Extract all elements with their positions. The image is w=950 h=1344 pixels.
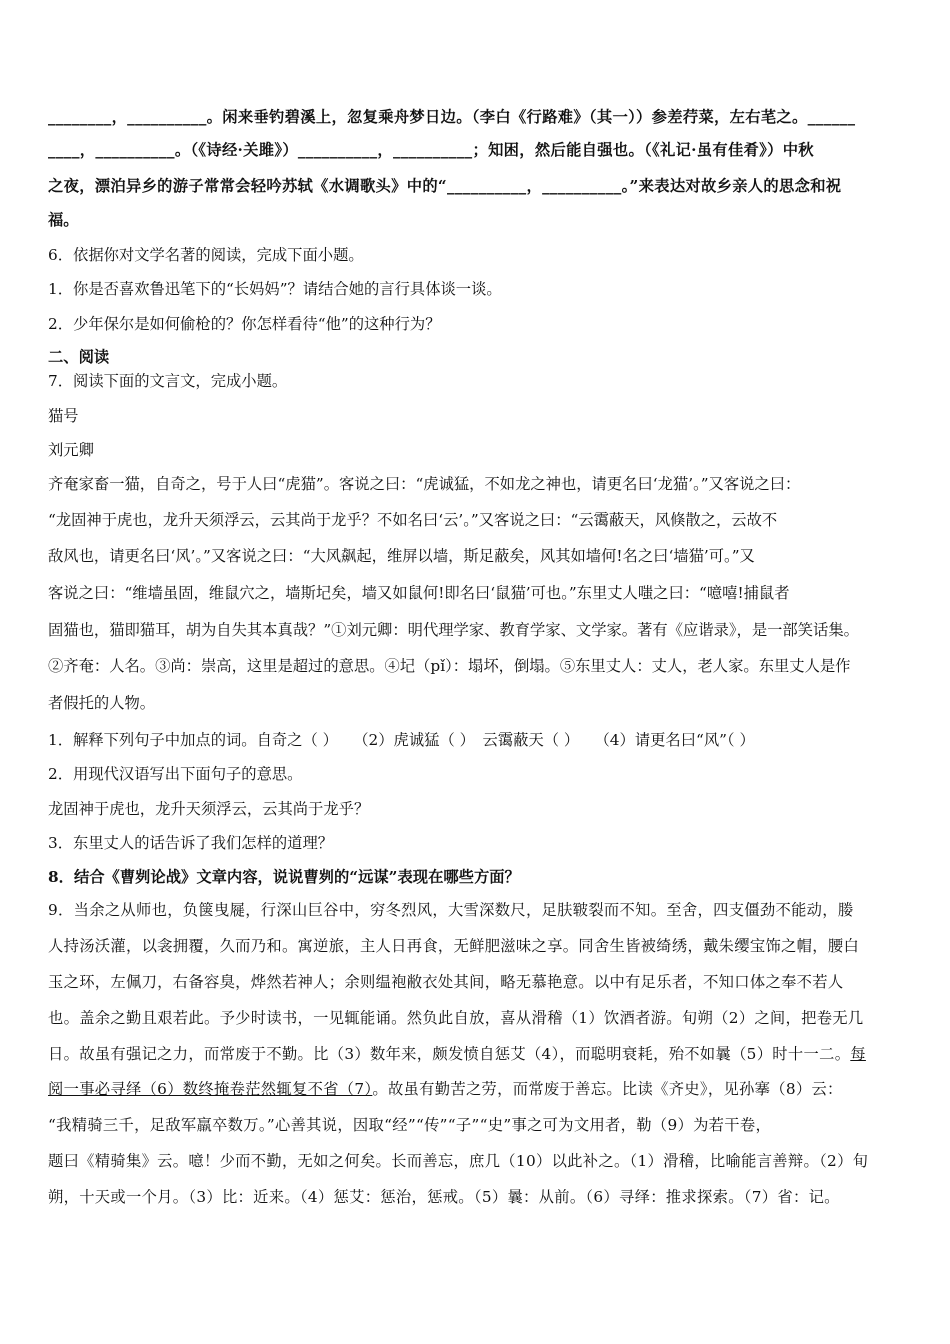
- question-8: 8．结合《曹刿论战》文章内容，说说曹刿的“远谋”表现在哪些方面？: [48, 868, 520, 886]
- passage-2-line: 玉之环，左佩刀，右备容臭，烨然若神人；余则缊袍敝衣处其间，略无慕艳意。以中有足乐者，不知口体之奉不若人: [48, 973, 844, 991]
- fill-blank-line-2: ____，__________。（《诗经·关雎》）__________，__________；知困，然后能自强也。（《礼记·虽有佳肴》）中秋: [48, 141, 814, 159]
- passage-notes: ②齐奄：人名。③尚：崇高，这里是超过的意思。④圮（pǐ）：塌坏，倒塌。⑤东里丈人：丈人，老人家。东里丈人是作: [48, 657, 851, 675]
- passage-title: 猫号: [48, 407, 79, 425]
- passage-2-line: 也。盖余之勤且艰若此。予少时读书，一见辄能诵。然负此自放，喜从滑稽（1）饮酒者游。旬朔（2）之间，把卷无几: [48, 1009, 864, 1027]
- question-6-2: 2．少年保尔是如何偷枪的？你怎样看待“他”的这种行为？: [48, 315, 441, 333]
- passage-line: 客说之曰：“维墙虽固，维鼠穴之，墙斯圮矣，墙又如鼠何!即名曰‘鼠猫’可也。”东里丈人嗤之曰：“噫嘻!捕鼠者: [48, 584, 790, 602]
- fill-blank-line-3: 之夜，漂泊异乡的游子常常会轻吟苏轼《水调歌头》中的“__________，__________。”来表达对故乡亲人的思念和祝: [48, 177, 842, 195]
- passage-2-line: 题曰《精骑集》云。噫！少而不勤，无如之何矣。长而善忘，庶几（10）以此补之。（1）滑稽，比喻能言善辩。（2）旬: [48, 1152, 869, 1170]
- question-6: 6．依据你对文学名著的阅读，完成下面小题。: [48, 246, 364, 264]
- section-heading-reading: 二、阅读: [48, 348, 110, 366]
- underlined-sentence: 每: [850, 1045, 866, 1063]
- question-7-2: 2．用现代汉语写出下面句子的意思。: [48, 765, 303, 783]
- passage-2-line: “我精骑三千，足敌军羸卒数万。”心善其说，因取“经”“传”“子”“史”事之可为文用者，勒（9）为若干卷，: [48, 1116, 772, 1134]
- question-7-1: 1．解释下列句子中加点的词。自奇之（ ） （2）虎诚猛（ ） 云霭蔽天（ ） （4）请更名曰“风”（ ）: [48, 731, 755, 749]
- passage-2-line: [48, 1078, 843, 1100]
- passage-2-line: 人持汤沃灌，以衾拥覆，久而乃和。寓逆旅，主人日再食，无鲜肥滋味之享。同舍生皆被绮绣，戴朱缨宝饰之帽，腰白: [48, 937, 860, 955]
- fill-blank-line-1: ________，__________。闲来垂钓碧溪上，忽复乘舟梦日边。（李白《行路难》（其一））参差荇菜，左右芼之。______: [48, 108, 856, 126]
- question-7-3: 3．东里丈人的话告诉了我们怎样的道理？: [48, 834, 334, 852]
- passage-author: 刘元卿: [48, 441, 94, 459]
- question-7-2-sentence: 龙固神于虎也，龙升天须浮云，云其尚于龙乎？: [48, 800, 370, 818]
- passage-line: 齐奄家畜一猫，自奇之，号于人曰“虎猫”。客说之曰：“虎诚猛，不如龙之神也，请更名曰‘龙猫’。”又客说之曰：: [48, 475, 801, 493]
- passage-2-line: 9．当余之从师也，负箧曳屣，行深山巨谷中，穷冬烈风，大雪深数尺，足肤皲裂而不知。至舍，四支僵劲不能动，媵: [48, 901, 854, 919]
- passage-line: 固猫也，猫即猫耳，胡为自失其本真哉？”①刘元卿：明代理学家、教育学家、文学家。著有《应谐录》，是一部笑话集。: [48, 621, 859, 639]
- passage-2-text: 。故虽有勤苦之劳，而常废于善忘。比读《齐史》，见孙搴（8）云：: [372, 1080, 843, 1098]
- fill-blank-line-4: 福。: [48, 211, 79, 229]
- passage-2-text: 日。故虽有强记之力，而常废于不勤。比（3）数年来，颇发愤自惩艾（4），而聪明衰耗，殆不如曩（5）时十一二。: [48, 1045, 851, 1063]
- underlined-sentence: 阅一事必寻绎（6）数终掩卷茫然辄复不省（7）: [48, 1080, 373, 1098]
- question-6-1: 1．你是否喜欢鲁迅笔下的“长妈妈”？请结合她的言行具体谈一谈。: [48, 280, 502, 298]
- passage-line: 敌风也，请更名曰‘风’。”又客说之曰：“大风飙起，维屏以墙，斯足蔽矣，风其如墙何!名之曰‘墙猫’可。”又: [48, 547, 755, 565]
- passage-2-notes: 朔，十天或一个月。（3）比：近来。（4）惩艾：惩治，惩戒。（5）曩：从前。（6）寻绎：推求探索。（7）省：记。: [48, 1188, 840, 1206]
- passage-notes: 者假托的人物。: [48, 694, 156, 712]
- passage-line: “龙固神于虎也，龙升天须浮云，云其尚于龙乎？不如名曰‘云’。”又客说之曰：“云霭蔽天，风倏散之，云故不: [48, 511, 778, 529]
- question-7: 7．阅读下面的文言文，完成小题。: [48, 372, 288, 390]
- passage-2-line: [48, 1043, 866, 1065]
